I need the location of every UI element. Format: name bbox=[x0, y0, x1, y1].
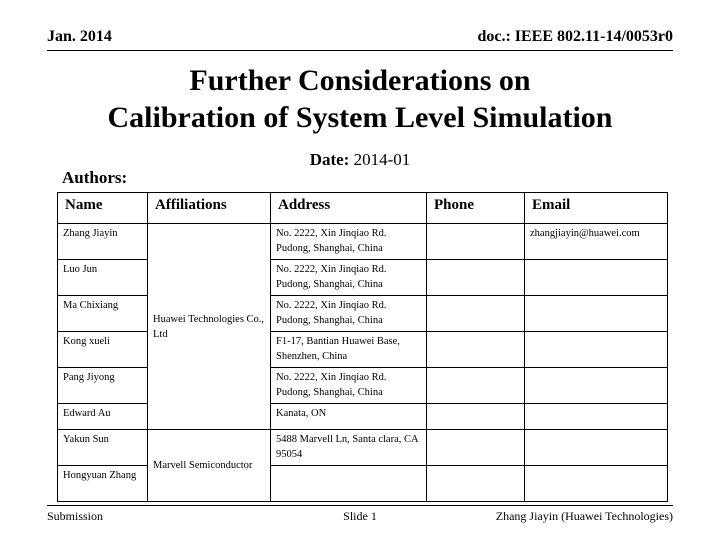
cell-email bbox=[525, 260, 668, 296]
footer-slide-number: Slide 1 bbox=[343, 509, 377, 523]
authors-label: Authors: bbox=[62, 168, 128, 187]
header-phone: Phone bbox=[427, 193, 525, 224]
cell-name: Luo Jun bbox=[58, 260, 148, 296]
footer-submission: Submission bbox=[47, 509, 104, 523]
cell-email bbox=[525, 466, 668, 502]
table-header-row bbox=[58, 193, 668, 224]
cell-name: Pang Jiyong bbox=[58, 368, 148, 404]
cell-phone bbox=[427, 296, 525, 332]
header-email: Email bbox=[525, 193, 668, 224]
title-line-1: Further Considerations on bbox=[189, 64, 531, 97]
header-name: Name bbox=[58, 193, 148, 224]
header-doc-id: doc.: IEEE 802.11-14/0053r0 bbox=[477, 28, 673, 45]
table-row bbox=[58, 224, 668, 260]
header-affiliations: Affiliations bbox=[148, 193, 271, 224]
header-address: Address bbox=[271, 193, 427, 224]
cell-phone bbox=[427, 260, 525, 296]
cell-address: Kanata, ON bbox=[271, 404, 427, 430]
date-value: 2014-01 bbox=[353, 150, 411, 169]
cell-address: No. 2222, Xin Jinqiao Rd. Pudong, Shanghai, China bbox=[271, 224, 427, 260]
cell-name: Edward Au bbox=[58, 404, 148, 430]
cell-phone bbox=[427, 224, 525, 260]
cell-address: No. 2222, Xin Jinqiao Rd. Pudong, Shanghai, China bbox=[271, 260, 427, 296]
header-divider bbox=[47, 50, 673, 51]
cell-email bbox=[525, 296, 668, 332]
authors-table bbox=[57, 192, 668, 502]
cell-phone bbox=[427, 332, 525, 368]
date-line bbox=[0, 150, 720, 170]
cell-name: Kong xueli bbox=[58, 332, 148, 368]
slide-title bbox=[0, 62, 720, 136]
cell-affiliation-marvell: Marvell Semiconductor bbox=[148, 430, 271, 502]
header-date: Jan. 2014 bbox=[47, 28, 112, 45]
cell-name: Hongyuan Zhang bbox=[58, 466, 148, 502]
cell-address: No. 2222, Xin Jinqiao Rd. Pudong, Shanghai, China bbox=[271, 368, 427, 404]
cell-address: No. 2222, Xin Jinqiao Rd. Pudong, Shanghai, China bbox=[271, 296, 427, 332]
cell-name: Ma Chixiang bbox=[58, 296, 148, 332]
date-label: Date: bbox=[309, 150, 350, 169]
cell-email bbox=[525, 404, 668, 430]
title-line-2: Calibration of System Level Simulation bbox=[107, 101, 613, 134]
cell-name: Zhang Jiayin bbox=[58, 224, 148, 260]
footer-divider bbox=[47, 505, 673, 506]
cell-phone bbox=[427, 430, 525, 466]
cell-phone bbox=[427, 466, 525, 502]
cell-affiliation-huawei: Huawei Technologies Co., Ltd bbox=[148, 224, 271, 430]
footer-author: Zhang Jiayin (Huawei Technologies) bbox=[495, 509, 673, 523]
cell-phone bbox=[427, 368, 525, 404]
cell-address: F1-17, Bantian Huawei Base, Shenzhen, China bbox=[271, 332, 427, 368]
cell-email bbox=[525, 430, 668, 466]
cell-email: zhangjiayin@huawei.com bbox=[525, 224, 668, 260]
cell-email bbox=[525, 368, 668, 404]
cell-phone bbox=[427, 404, 525, 430]
cell-name: Yakun Sun bbox=[58, 430, 148, 466]
table-row bbox=[58, 430, 668, 466]
cell-email bbox=[525, 332, 668, 368]
cell-address bbox=[271, 466, 427, 502]
cell-address: 5488 Marvell Ln, Santa clara, CA 95054 bbox=[271, 430, 427, 466]
